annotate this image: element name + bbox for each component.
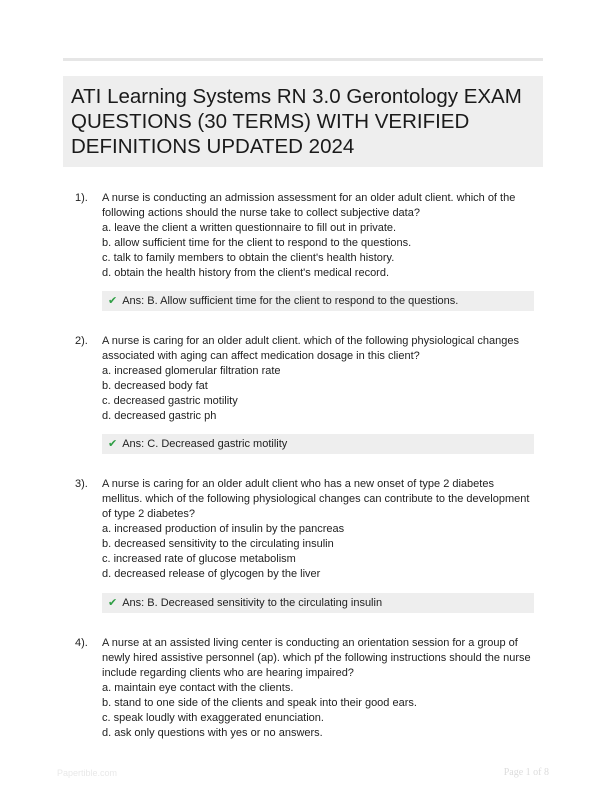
top-divider: [63, 58, 543, 61]
answer-box-1: [102, 291, 534, 311]
option-d: d. decreased release of glycogen by the liver: [102, 568, 321, 580]
option-d: d. decreased gastric ph: [102, 410, 217, 422]
option-b: b. allow sufficient time for the client to respond to the questions.: [102, 237, 412, 249]
question-number: 2).: [75, 335, 88, 347]
option-c: c. increased rate of glucose metabolism: [102, 553, 296, 565]
answer-text: Ans: C. Decreased gastric motility: [122, 438, 288, 450]
option-b: b. decreased body fat: [102, 380, 208, 392]
question-stem: A nurse is conducting an admission assessment for an older adult client. which of the following actions should the nurse take to collect subjective data?: [102, 192, 516, 219]
question-stem: A nurse is caring for an older adult client. which of the following physiological changes associated with aging can affect medication dosage in this client?: [102, 335, 520, 362]
option-a: a. increased glomerular filtration rate: [102, 365, 281, 377]
option-a: a. maintain eye contact with the clients.: [102, 682, 294, 694]
answer-text: Ans: B. Allow sufficient time for the client to respond to the questions.: [122, 295, 459, 307]
answer-box-3: [102, 593, 534, 613]
option-b: b. stand to one side of the clients and speak into their good ears.: [102, 697, 417, 709]
question-number: 1).: [75, 192, 88, 204]
option-d: d. ask only questions with yes or no answers.: [102, 727, 323, 739]
question-number: 4).: [75, 637, 88, 649]
question-stem: A nurse is caring for an older adult client who has a new onset of type 2 diabetes mellitus. which of the following physiological changes can contribute to the development of type 2 diabetes?: [102, 478, 530, 520]
option-b: b. decreased sensitivity to the circulating insulin: [102, 538, 334, 550]
check-icon: ✔: [108, 597, 118, 609]
document-title: ATI Learning Systems RN 3.0 Gerontology EXAM QUESTIONS (30 TERMS) WITH VERIFIED DEFINITIONS UPDATED 2024: [71, 85, 522, 158]
page-indicator: Page 1 of 8: [503, 767, 549, 778]
question-number: 3).: [75, 478, 88, 490]
title-box: [63, 76, 543, 167]
option-d: d. obtain the health history from the client's medical record.: [102, 267, 390, 279]
check-icon: ✔: [108, 438, 118, 450]
footer-watermark: Papertible.com: [57, 768, 118, 778]
answer-box-2: [102, 434, 534, 454]
question-stem: A nurse at an assisted living center is conducting an orientation session for a group of newly hired assistive personnel (ap). which pf the following instructions should the nurse include regarding clients who are hearing impaired?: [102, 637, 531, 679]
option-c: c. decreased gastric motility: [102, 395, 238, 407]
check-icon: ✔: [108, 295, 118, 307]
answer-text: Ans: B. Decreased sensitivity to the circulating insulin: [122, 597, 383, 609]
option-a: a. increased production of insulin by the pancreas: [102, 523, 345, 535]
option-c: c. talk to family members to obtain the client's health history.: [102, 252, 395, 264]
option-a: a. leave the client a written questionnaire to fill out in private.: [102, 222, 397, 234]
option-c: c. speak loudly with exaggerated enunciation.: [102, 712, 324, 724]
